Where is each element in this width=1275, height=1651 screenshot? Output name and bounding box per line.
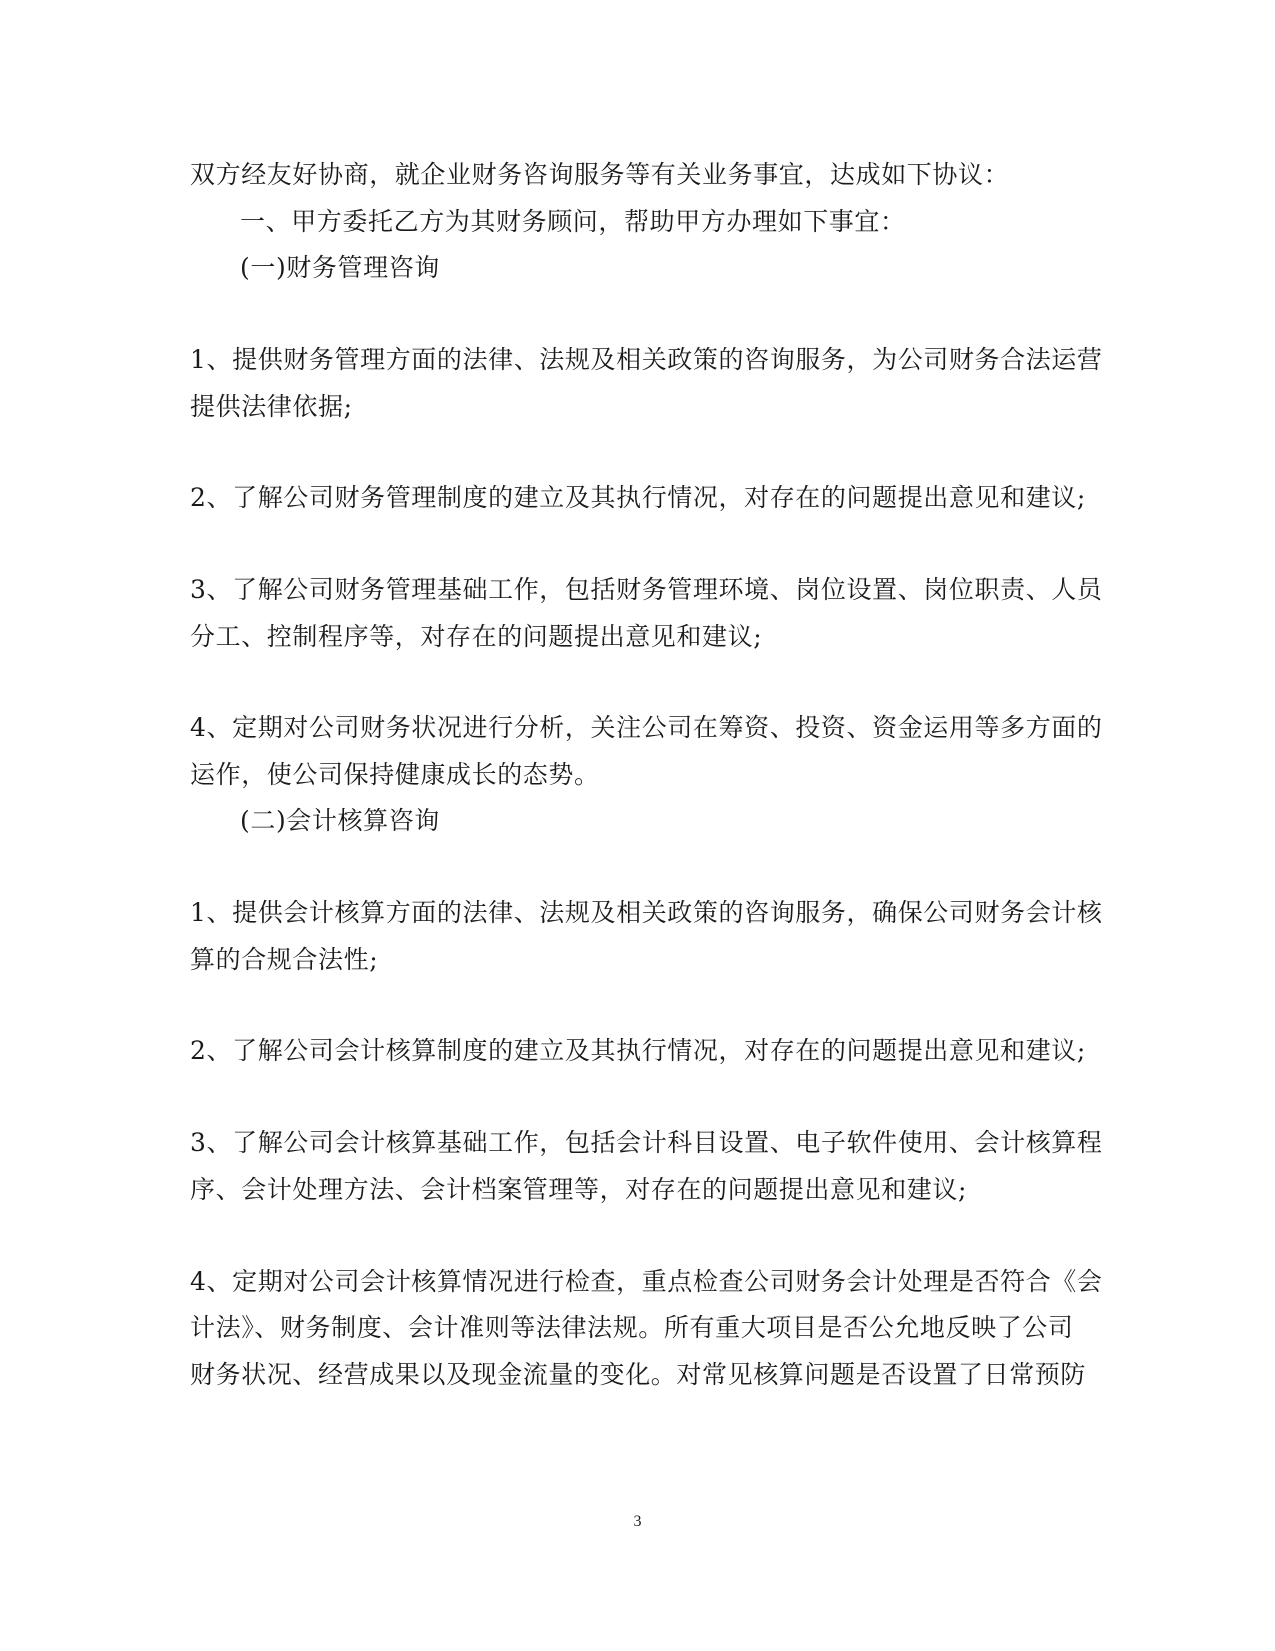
section-two-item-1-line-1: 1、提供会计核算方面的法律、法规及相关政策的咨询服务，确保公司财务会计核 <box>190 898 1103 927</box>
section-one-item-2-line-1: 2、了解公司财务管理制度的建立及其执行情况，对存在的问题提出意见和建议; <box>190 483 1086 512</box>
section-one-item-1-line-2: 提供法律依据; <box>190 392 353 421</box>
section-one-item-4-line-2: 运作，使公司保持健康成长的态势。 <box>190 760 600 789</box>
page-number: 3 <box>633 1513 642 1530</box>
section-one-item-1-line-1: 1、提供财务管理方面的法律、法规及相关政策的咨询服务，为公司财务合法运营 <box>190 345 1103 374</box>
section-two-item-4-line-1: 4、定期对公司会计核算情况进行检查，重点检查公司财务会计处理是否符合《会 <box>190 1267 1103 1296</box>
section-two-item-2-line-1: 2、了解公司会计核算制度的建立及其执行情况，对存在的问题提出意见和建议; <box>190 1036 1086 1065</box>
section-two-item-4-line-2: 计法》、财务制度、会计准则等法律法规。所有重大项目是否公允地反映了公司 <box>190 1313 1074 1342</box>
section-two-item-1-line-2: 算的合规合法性; <box>190 945 379 974</box>
section-one-item-4-line-1: 4、定期对公司财务状况进行分析，关注公司在筹资、投资、资金运用等多方面的 <box>190 713 1103 742</box>
clause-one: 一、甲方委托乙方为其财务顾问，帮助甲方办理如下事宜： <box>240 207 906 236</box>
intro-paragraph: 双方经友好协商，就企业财务咨询服务等有关业务事宜，达成如下协议： <box>190 160 1010 189</box>
section-one-heading: (一)财务管理咨询 <box>240 253 440 282</box>
section-two-item-4-line-3: 财务状况、经营成果以及现金流量的变化。对常见核算问题是否设置了日常预防 <box>190 1360 1087 1389</box>
section-two-item-3-line-2: 序、会计处理方法、会计档案管理等，对存在的问题提出意见和建议; <box>190 1175 968 1204</box>
section-one-item-3-line-2: 分工、控制程序等，对存在的问题提出意见和建议; <box>190 622 763 651</box>
section-two-heading: (二)会计核算咨询 <box>240 806 440 835</box>
section-one-item-3-line-1: 3、了解公司财务管理基础工作，包括财务管理环境、岗位设置、岗位职责、人员 <box>190 575 1103 604</box>
section-two-item-3-line-1: 3、了解公司会计核算基础工作，包括会计科目设置、电子软件使用、会计核算程 <box>190 1128 1103 1157</box>
